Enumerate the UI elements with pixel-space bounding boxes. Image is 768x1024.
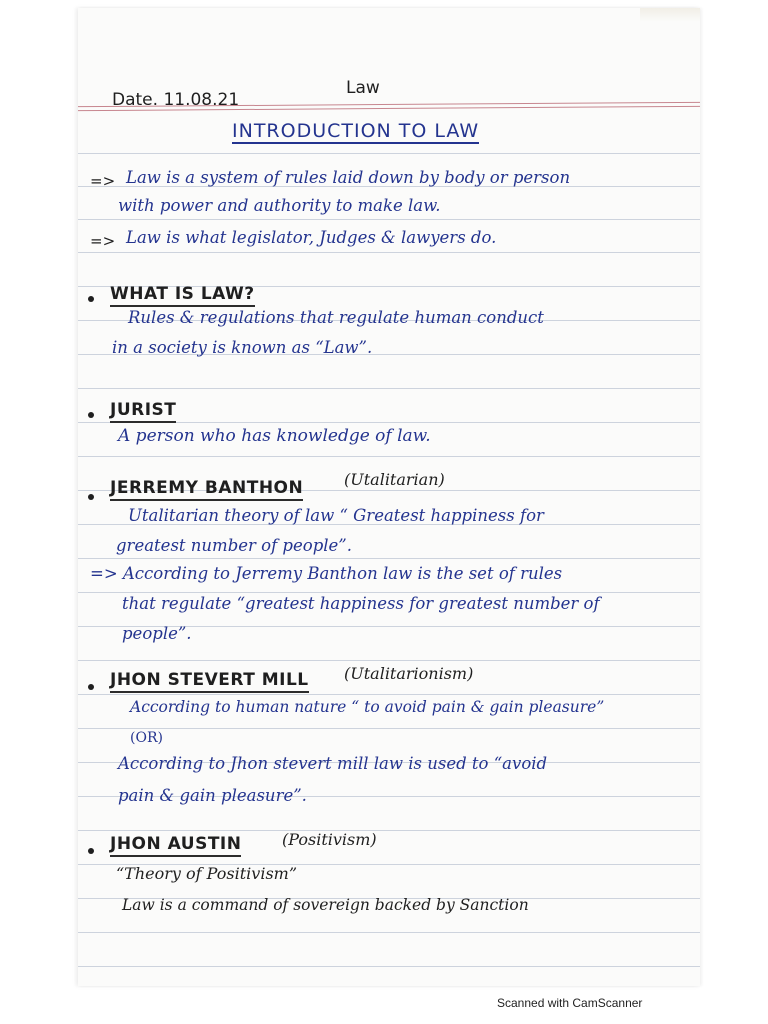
section-heading: JERREMY BANTHON <box>110 478 303 501</box>
rule-line <box>78 728 700 729</box>
rule-line <box>78 252 700 253</box>
arrow-marker: => <box>90 232 116 250</box>
section-line: According to human nature “ to avoid pain & gain pleasure” <box>130 698 605 716</box>
page-title: INTRODUCTION TO LAW <box>232 120 480 142</box>
section-line: => According to Jerremy Banthon law is the set of rules <box>90 564 563 583</box>
rule-line <box>78 558 700 559</box>
section-note: (Utalitarian) <box>344 470 445 489</box>
bullet-icon <box>88 412 94 418</box>
section-line: According to Jhon stevert mill law is used to “avoid <box>118 754 548 773</box>
section-line: “Theory of Positivism” <box>116 864 298 883</box>
section-note: (Utalitarionism) <box>344 664 474 683</box>
arrow-marker: => <box>90 172 116 190</box>
rule-line <box>78 388 700 389</box>
section-heading: JHON AUSTIN <box>110 834 241 857</box>
bullet-icon <box>88 494 94 500</box>
subject-label: Law <box>346 78 380 98</box>
rule-line <box>78 830 700 831</box>
section-line: Utalitarian theory of law “ Greatest happiness for <box>128 506 544 525</box>
section-line: that regulate “greatest happiness for greatest number of <box>122 594 600 613</box>
rule-line <box>78 966 700 967</box>
intro-line: Law is what legislator, Judges & lawyers do. <box>126 228 497 247</box>
bullet-icon <box>88 296 94 302</box>
section-heading: JURIST <box>110 400 176 423</box>
section-line: greatest number of people”. <box>116 536 352 555</box>
rule-line <box>78 153 700 154</box>
bullet-icon <box>88 848 94 854</box>
section-line: Law is a command of sovereign backed by Sanction <box>122 896 529 914</box>
intro-line: Law is a system of rules laid down by body or person <box>126 168 571 187</box>
scanner-watermark: Scanned with CamScanner <box>497 996 643 1010</box>
page-corner <box>640 8 700 22</box>
section-line: Rules & regulations that regulate human conduct <box>128 308 544 327</box>
rule-line <box>78 660 700 661</box>
section-heading: WHAT IS LAW? <box>110 284 255 307</box>
section-line: pain & gain pleasure”. <box>118 786 307 805</box>
section-heading: JHON STEVERT MILL <box>110 670 309 693</box>
rule-line <box>78 932 700 933</box>
section-line: (OR) <box>130 730 163 746</box>
rule-line <box>78 694 700 695</box>
section-note: (Positivism) <box>282 830 377 849</box>
date-label: Date. 11.08.21 <box>112 90 240 110</box>
bullet-icon <box>88 684 94 690</box>
notebook-page <box>78 8 700 986</box>
rule-line <box>78 456 700 457</box>
section-line: A person who has knowledge of law. <box>118 426 431 446</box>
intro-line: with power and authority to make law. <box>118 196 441 215</box>
section-line: people”. <box>122 624 192 643</box>
rule-line <box>78 592 700 593</box>
section-line: in a society is known as “Law”. <box>112 338 373 357</box>
rule-line <box>78 219 700 220</box>
